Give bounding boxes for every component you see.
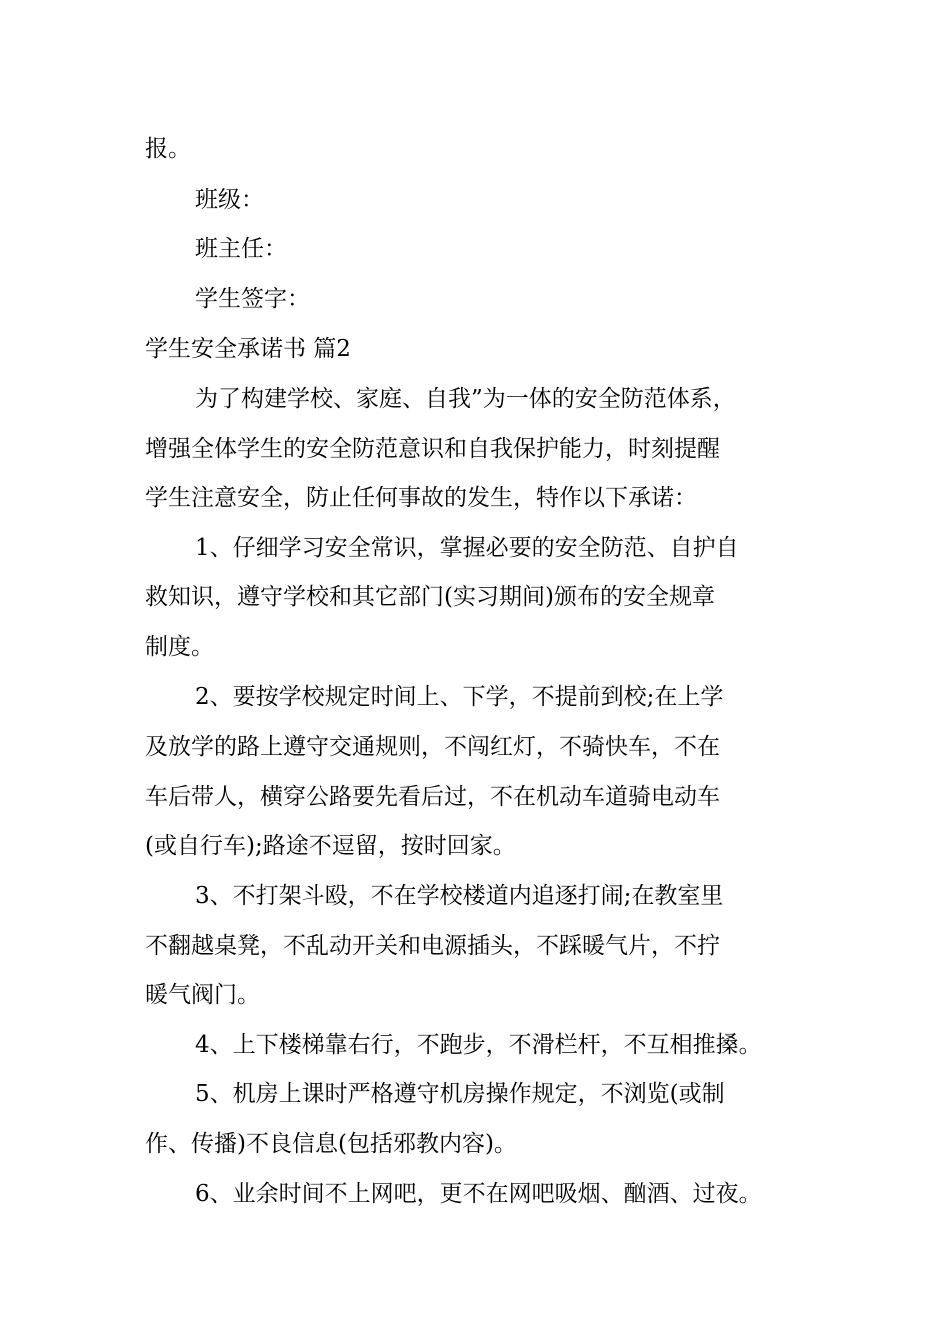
text-line: 3、不打架斗殴，不在学校楼道内追逐打闹;在教室里 (195, 883, 724, 909)
text-line: 学生注意安全，防止任何事故的发生，特作以下承诺： (145, 485, 697, 511)
text-line: 不翻越桌凳，不乱动开关和电源插头，不踩暖气片，不拧 (145, 933, 720, 959)
text-line: 暖气阀门。 (145, 982, 260, 1008)
text-line: 1、仔细学习安全常识，掌握必要的安全防范、自护自 (195, 535, 739, 561)
text-line: 2、要按学校规定时间上、下学，不提前到校;在上学 (195, 684, 724, 710)
text-line: 制度。 (145, 634, 214, 660)
text-line: 救知识，遵守学校和其它部门(实习期间)颁布的安全规章 (145, 584, 715, 610)
text-line: 4、上下楼梯靠右行，不跑步，不滑栏杆，不互相推搡。 (195, 1032, 762, 1058)
text-line: 作、传播)不良信息(包括邪教内容)。 (145, 1131, 517, 1157)
text-line: 为了构建学校、家庭、自我”为一体的安全防范体系， (195, 386, 736, 412)
head-teacher-label: 班主任： (195, 236, 287, 262)
text-line: 车后带人，横穿公路要先看后过，不在机动车道骑电动车 (145, 784, 720, 810)
text-line: 增强全体学生的安全防范意识和自我保护能力，时刻提醒 (145, 436, 720, 462)
text-line: 6、业余时间不上网吧，更不在网吧吸烟、酗酒、过夜。 (195, 1181, 762, 1207)
text-line: 报。 (145, 136, 191, 162)
section-title: 学生安全承诺书 篇2 (145, 336, 351, 362)
class-label: 班级： (195, 187, 264, 213)
student-signature-label: 学生签字： (195, 286, 310, 312)
text-line: 5、机房上课时严格遵守机房操作规定，不浏览(或制 (195, 1081, 725, 1107)
text-line: (或自行车);路途不逗留，按时回家。 (145, 833, 516, 859)
text-line: 及放学的路上遵守交通规则，不闯红灯，不骑快车，不在 (145, 734, 720, 760)
